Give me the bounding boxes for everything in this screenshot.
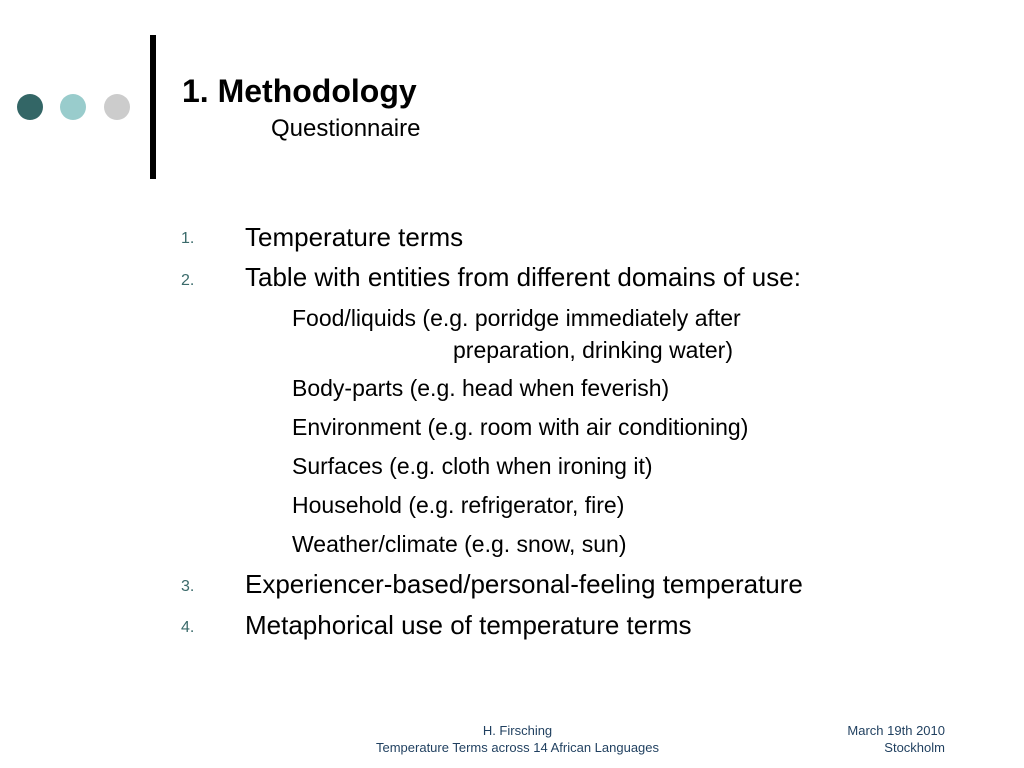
decorative-dot-light (60, 94, 86, 120)
list-item: Temperature terms (245, 222, 464, 252)
footer-date: March 19th 2010 (847, 723, 945, 738)
footer-talk-title: Temperature Terms across 14 African Languages (375, 740, 660, 755)
list-number: 4. (181, 619, 195, 636)
footer-right (847, 722, 945, 756)
sub-list-item: Weather/climate (e.g. snow, sun) (292, 531, 627, 557)
decorative-dot-dark (17, 94, 43, 120)
sub-list-item: Surfaces (e.g. cloth when ironing it) (292, 453, 653, 479)
slide-subtitle: Questionnaire (271, 115, 421, 142)
list-item: Experiencer-based/personal-feeling temperature (245, 569, 803, 599)
decorative-dot-gray (104, 94, 130, 120)
slide-title: 1. Methodology (182, 73, 417, 109)
sub-list-item: Household (e.g. refrigerator, fire) (292, 492, 625, 518)
list-number: 3. (181, 578, 195, 595)
footer-center (340, 722, 695, 756)
list-number: 2. (181, 272, 195, 289)
sub-list-item: Environment (e.g. room with air conditioning) (292, 414, 749, 440)
sub-list-item-continuation: preparation, drinking water) (453, 337, 733, 363)
sub-list-item: Food/liquids (e.g. porridge immediately after (292, 305, 741, 331)
footer-author: H. Firsching (482, 723, 553, 738)
title-divider-bar (150, 35, 156, 179)
list-number: 1. (181, 230, 195, 247)
footer-location: Stockholm (884, 740, 945, 755)
sub-list-item: Body-parts (e.g. head when feverish) (292, 375, 670, 401)
list-item: Table with entities from different domains of use: (245, 262, 801, 292)
list-item: Metaphorical use of temperature terms (245, 610, 692, 640)
